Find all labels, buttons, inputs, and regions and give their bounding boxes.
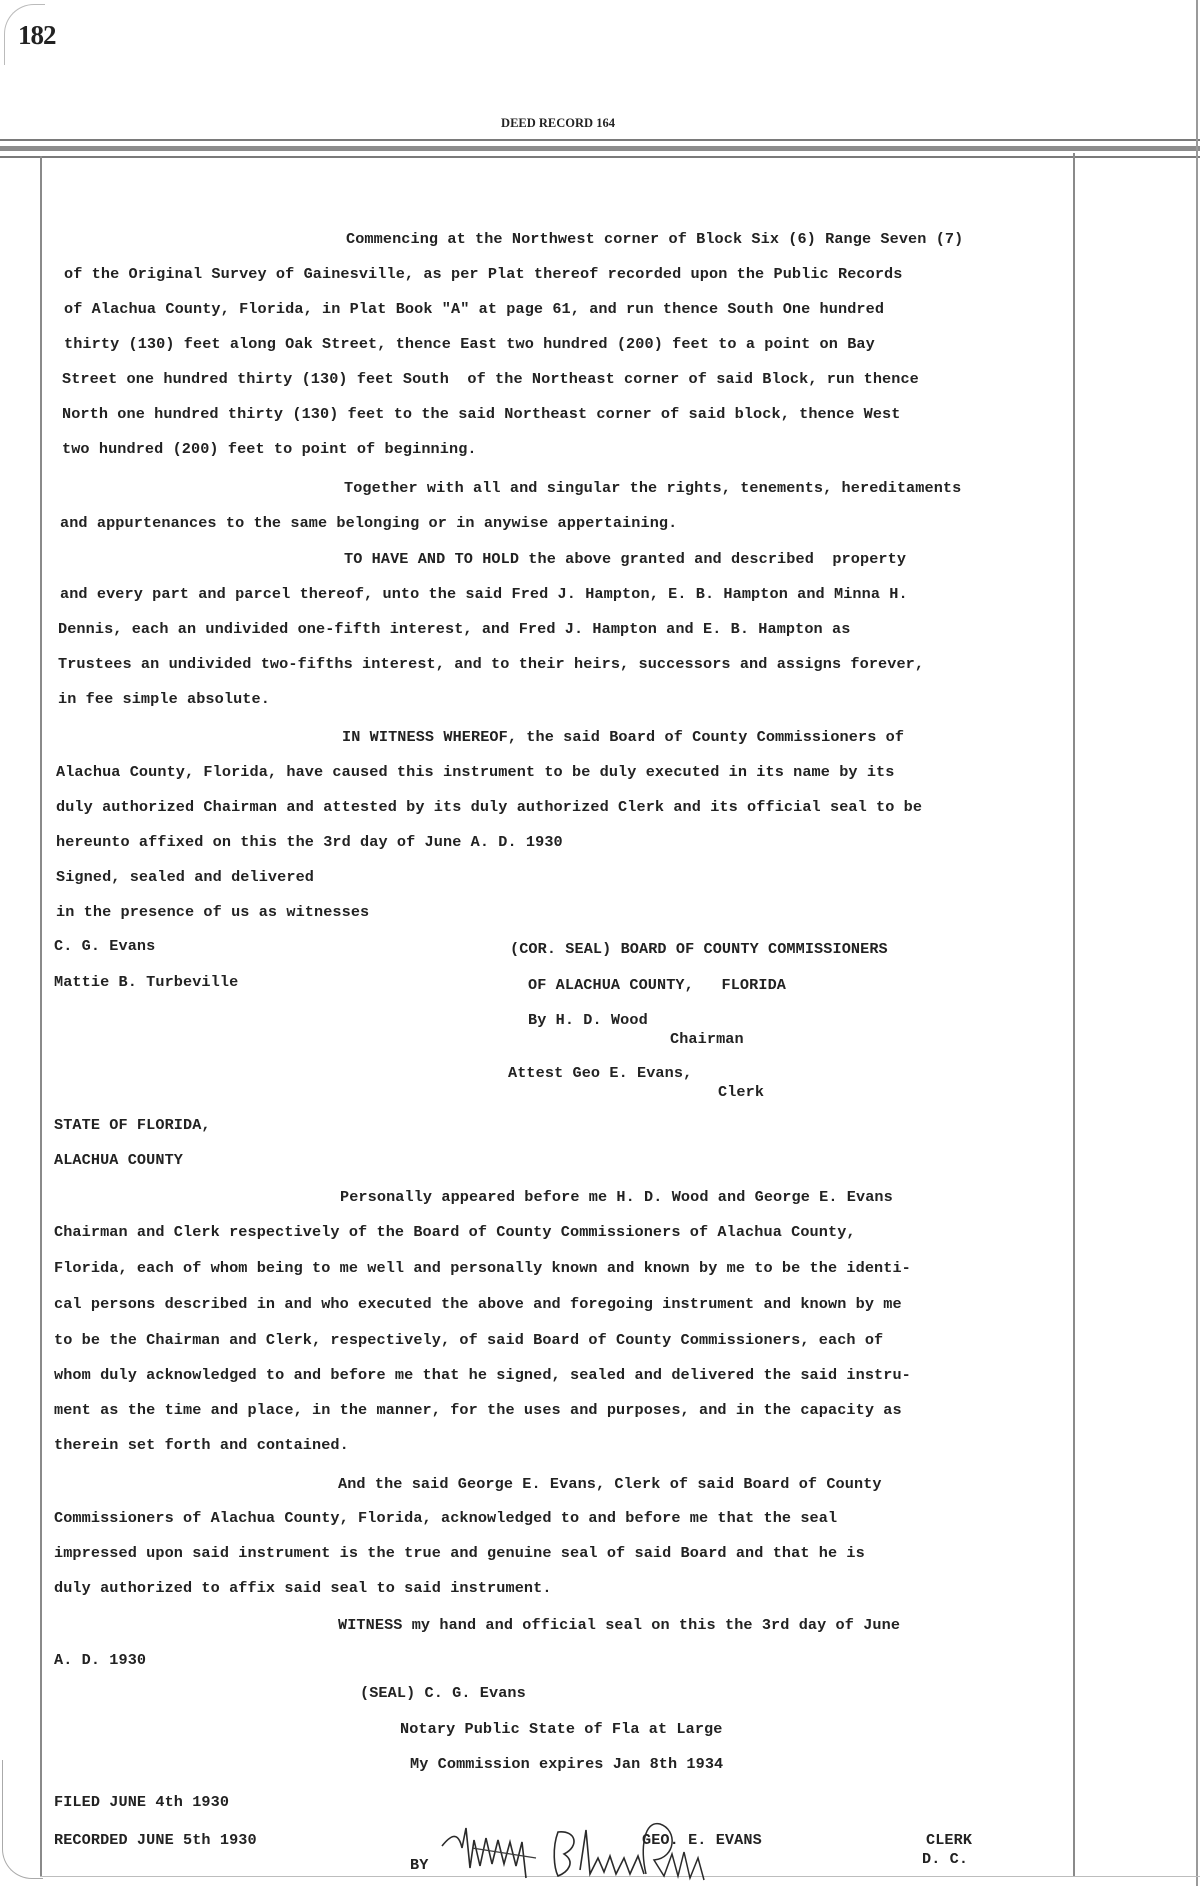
testimonium-line: Alachua County, Florida, have caused this instrument to be duly executed in its name by its — [56, 763, 895, 781]
appurtenances-line: and appurtenances to the same belonging or in anywise appertaining. — [60, 514, 678, 532]
acknowledgment-line: Personally appeared before me H. D. Wood and George E. Evans — [340, 1188, 893, 1206]
record-title: DEED RECORD 164 — [501, 116, 615, 130]
acknowledgment-line: cal persons described in and who executed the above and foregoing instrument and known by me — [54, 1295, 902, 1313]
testimonium-line: duly authorized Chairman and attested by its duly authorized Clerk and its official seal to be — [56, 798, 923, 816]
clerk-acknowledgment-line: Commissioners of Alachua County, Florida, acknowledged to and before me that the seal — [54, 1509, 838, 1527]
habendum-line: Trustees an undivided two-fifths interest, and to their heirs, successors and assigns forever, — [58, 655, 925, 673]
deputy-clerk-signature — [440, 1818, 780, 1884]
clerk-acknowledgment-line: And the said George E. Evans, Clerk of said Board of County — [338, 1475, 882, 1493]
deputy-clerk-label: D. C. — [922, 1850, 969, 1868]
by-label: BY — [410, 1856, 429, 1874]
description-line: Street one hundred thirty (130) feet South of the Northeast corner of said Block, run thence — [62, 370, 919, 388]
notary-witness-line: WITNESS my hand and official seal on this the 3rd day of June — [338, 1616, 901, 1634]
attest-clerk: Attest Geo E. Evans, — [508, 1064, 693, 1082]
clerk-name: GEO. E. EVANS — [642, 1831, 762, 1849]
testimonium-line: Signed, sealed and delivered — [56, 868, 314, 886]
clerk-title: Clerk — [718, 1083, 765, 1101]
habendum-line: TO HAVE AND TO HOLD the above granted and described property — [344, 550, 907, 568]
venue-county: ALACHUA COUNTY — [54, 1151, 183, 1169]
notary-witness-date: A. D. 1930 — [54, 1651, 147, 1669]
testimonium-line: in the presence of us as witnesses — [56, 903, 370, 921]
header-rule-thick — [0, 146, 1200, 151]
header-rule-thin-bottom — [0, 156, 1200, 158]
testimonium-line: hereunto affixed on this the 3rd day of June A. D. 1930 — [56, 833, 563, 851]
acknowledgment-line: Florida, each of whom being to me well and personally known and known by me to be the identi- — [54, 1259, 911, 1277]
witness-name: Mattie B. Turbeville — [54, 973, 239, 991]
page-bottom-curl — [2, 1760, 43, 1879]
notary-commission: My Commission expires Jan 8th 1934 — [410, 1755, 724, 1773]
habendum-line: Dennis, each an undivided one-fifth interest, and Fred J. Hampton and E. B. Hampton as — [58, 620, 851, 638]
venue-state: STATE OF FLORIDA, — [54, 1116, 211, 1134]
left-margin-line — [40, 156, 42, 1876]
appurtenances-line: Together with all and singular the rights, tenements, hereditaments — [344, 479, 962, 497]
page-number: 182 — [18, 20, 56, 50]
notary-title: Notary Public State of Fla at Large — [400, 1720, 723, 1738]
description-line: North one hundred thirty (130) feet to the said Northeast corner of said block, thence West — [62, 405, 901, 423]
corporate-seal-board: (COR. SEAL) BOARD OF COUNTY COMMISSIONERS — [510, 940, 888, 958]
description-line: thirty (130) feet along Oak Street, thence East two hundred (200) feet to a point on Bay — [64, 335, 875, 353]
acknowledgment-line: Chairman and Clerk respectively of the Board of County Commissioners of Alachua County, — [54, 1223, 856, 1241]
header-rule-thin-top — [0, 139, 1200, 141]
clerk-acknowledgment-line: duly authorized to affix said seal to said instrument. — [54, 1579, 552, 1597]
recorded-date: RECORDED JUNE 5th 1930 — [54, 1831, 257, 1849]
clerk-label: CLERK — [926, 1831, 973, 1849]
clerk-acknowledgment-line: impressed upon said instrument is the true and genuine seal of said Board and that he is — [54, 1544, 865, 1562]
testimonium-line: IN WITNESS WHEREOF, the said Board of County Commissioners of — [342, 728, 905, 746]
right-margin-line — [1073, 153, 1075, 1877]
habendum-line: and every part and parcel thereof, unto the said Fred J. Hampton, E. B. Hampton and Minna H. — [60, 585, 908, 603]
filed-date: FILED JUNE 4th 1930 — [54, 1793, 230, 1811]
page-edge-line — [1196, 0, 1198, 1886]
description-line: of the Original Survey of Gainesville, as per Plat thereof recorded upon the Public Records — [64, 265, 903, 283]
description-line: Commencing at the Northwest corner of Block Six (6) Range Seven (7) — [346, 230, 964, 248]
acknowledgment-line: ment as the time and place, in the manner, for the uses and purposes, and in the capacity as — [54, 1401, 902, 1419]
acknowledgment-line: to be the Chairman and Clerk, respectively, of said Board of County Commissioners, each of — [54, 1331, 884, 1349]
description-line: two hundred (200) feet to point of beginning. — [62, 440, 477, 458]
chairman-title: Chairman — [670, 1030, 744, 1048]
acknowledgment-line: whom duly acknowledged to and before me that he signed, sealed and delivered the said instru- — [54, 1366, 911, 1384]
board-county: OF ALACHUA COUNTY, FLORIDA — [528, 976, 786, 994]
habendum-line: in fee simple absolute. — [58, 690, 270, 708]
witness-name: C. G. Evans — [54, 937, 156, 955]
notary-seal: (SEAL) C. G. Evans — [360, 1684, 526, 1702]
by-chairman: By H. D. Wood — [528, 1011, 648, 1029]
acknowledgment-line: therein set forth and contained. — [54, 1436, 349, 1454]
description-line: of Alachua County, Florida, in Plat Book "A" at page 61, and run thence South One hundred — [64, 300, 885, 318]
